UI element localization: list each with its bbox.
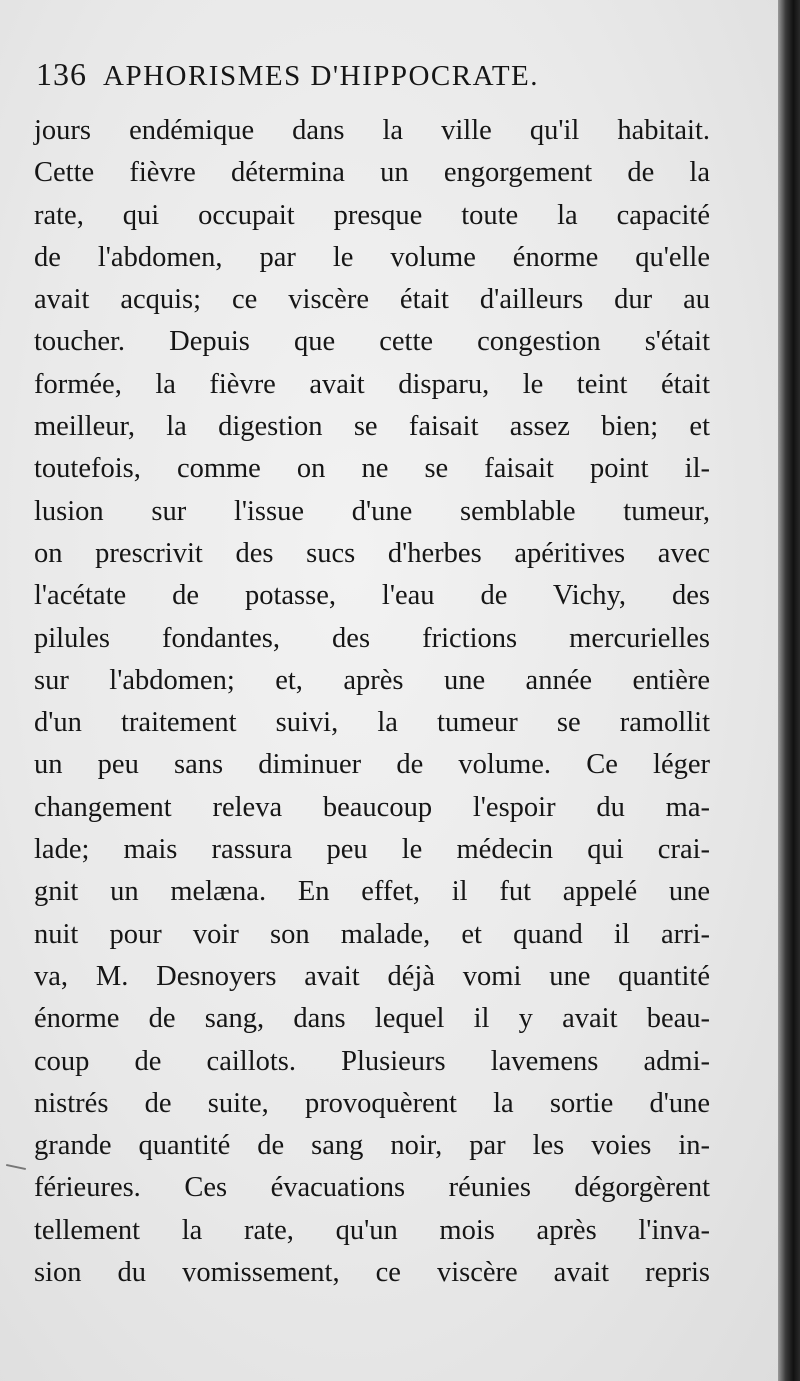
- text-line: un peu sans diminuer de volume. Ce léger: [34, 749, 710, 781]
- text-line: toucher. Depuis que cette congestion s'était: [34, 326, 710, 358]
- text-line: va, M. Desnoyers avait déjà vomi une quantité: [34, 960, 710, 992]
- text-line: sur l'abdomen; et, après une année entière: [34, 664, 710, 696]
- running-title: APHORISMES D'HIPPOCRATE.: [103, 60, 540, 92]
- text-line: coup de caillots. Plusieurs lavemens admi-: [34, 1045, 710, 1077]
- text-line: d'un traitement suivi, la tumeur se ramollit: [34, 707, 710, 739]
- text-line: l'acétate de potasse, l'eau de Vichy, des: [34, 580, 710, 612]
- page-edge-shadow: [778, 0, 800, 1381]
- text-line: jours endémique dans la ville qu'il habitait.: [34, 115, 710, 146]
- text-line: sion du vomissement, ce viscère avait repris: [34, 1257, 710, 1289]
- text-line: toutefois, comme on ne se faisait point il-: [34, 453, 710, 485]
- text-line: meilleur, la digestion se faisait assez bien; et: [34, 411, 710, 443]
- text-line: Cette fièvre détermina un engorgement de la: [34, 157, 710, 189]
- page-header: [36, 56, 676, 100]
- text-line: énorme de sang, dans lequel il y avait beau-: [34, 1003, 710, 1035]
- text-line: lusion sur l'issue d'une semblable tumeur,: [34, 495, 710, 527]
- text-line: tellement la rate, qu'un mois après l'inva-: [34, 1214, 710, 1246]
- text-line: nuit pour voir son malade, et quand il arri-: [34, 918, 710, 950]
- text-line: changement releva beaucoup l'espoir du ma-: [34, 791, 710, 823]
- text-line: on prescrivit des sucs d'herbes apéritives avec: [34, 537, 710, 569]
- text-line: férieures. Ces évacuations réunies dégorgèrent: [34, 1172, 710, 1204]
- text-line: formée, la fièvre avait disparu, le teint était: [34, 368, 710, 400]
- body-text: [34, 110, 710, 1294]
- text-line: nistrés de suite, provoquèrent la sortie d'une: [34, 1087, 710, 1119]
- text-line: gnit un melæna. En effet, il fut appelé une: [34, 876, 710, 908]
- text-line: pilules fondantes, des frictions mercurielles: [34, 622, 710, 654]
- text-line: lade; mais rassura peu le médecin qui crai-: [34, 834, 710, 866]
- margin-mark: [6, 1164, 26, 1170]
- text-line: de l'abdomen, par le volume énorme qu'elle: [34, 241, 710, 273]
- text-line: grande quantité de sang noir, par les voies in-: [34, 1130, 710, 1162]
- page-number: 136: [36, 56, 87, 92]
- text-line: avait acquis; ce viscère était d'ailleurs dur au: [34, 284, 710, 316]
- text-line: rate, qui occupait presque toute la capacité: [34, 199, 710, 231]
